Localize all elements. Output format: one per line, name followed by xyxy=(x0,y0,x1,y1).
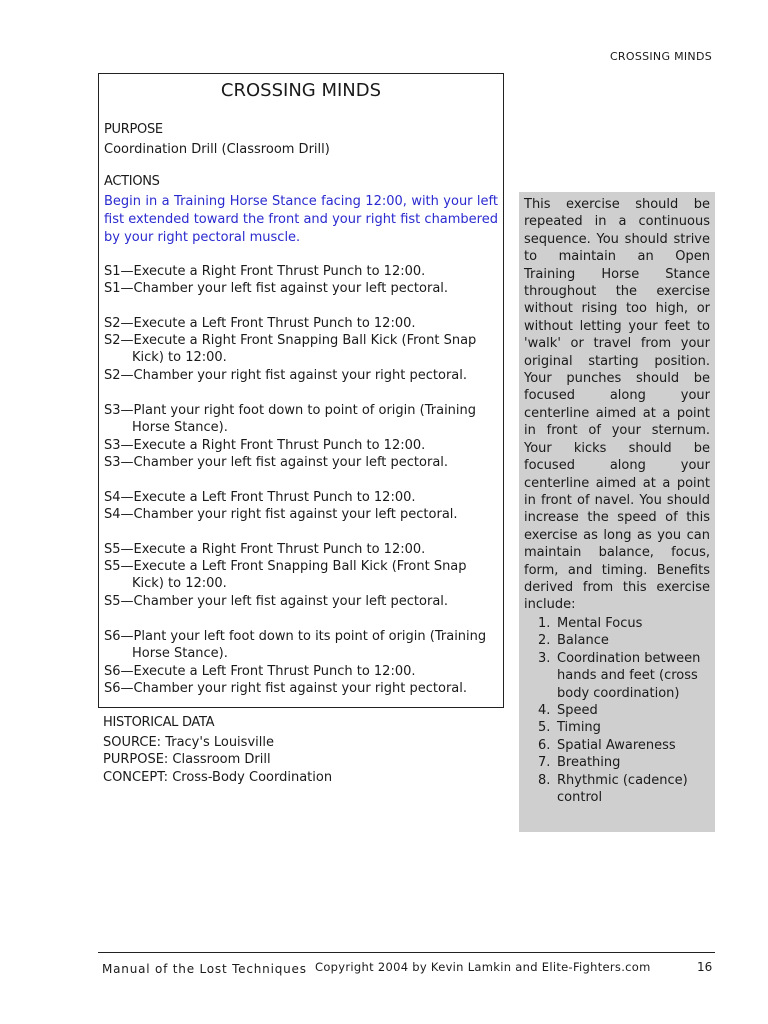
step-line xyxy=(104,506,498,523)
historical-concept: CONCEPT: Cross-Body Coordination xyxy=(103,770,333,785)
item-number: 1. xyxy=(538,616,551,631)
step-line xyxy=(104,263,498,280)
list-item xyxy=(524,737,710,754)
item-label: Speed xyxy=(557,703,598,719)
step-prefix: S5— xyxy=(104,542,134,557)
step-prefix: S3— xyxy=(104,438,134,453)
benefits-list xyxy=(524,615,710,806)
step-prefix: S2— xyxy=(104,316,134,331)
step-prefix: S2— xyxy=(104,368,134,383)
item-label: Balance xyxy=(557,633,609,649)
running-header: CROSSING MINDS xyxy=(609,50,712,63)
step-prefix: S4— xyxy=(104,490,134,505)
item-label: Breathing xyxy=(557,755,621,771)
historical-source: SOURCE: Tracy's Louisville xyxy=(103,735,274,750)
step-prefix: S6— xyxy=(104,664,134,679)
step-line xyxy=(104,663,498,680)
step-prefix: S4— xyxy=(104,507,134,522)
step-line xyxy=(104,454,498,471)
item-label: Spatial Awareness xyxy=(557,737,676,753)
step-text: Chamber your left fist against your left pectoral. xyxy=(133,281,449,296)
page-number: 16 xyxy=(697,960,713,974)
step-prefix: S3— xyxy=(104,403,134,418)
item-number: 4. xyxy=(538,703,551,719)
list-item xyxy=(524,615,710,632)
item-label: Timing xyxy=(557,720,601,736)
step-continuation: Kick) to 12:00. xyxy=(132,350,227,365)
footer-copyright: Copyright 2004 by Kevin Lamkin and Elite-Fighters.com xyxy=(315,960,651,974)
step-line xyxy=(104,402,498,436)
list-item xyxy=(524,772,710,807)
step-line xyxy=(104,437,498,454)
historical-data-label: HISTORICAL DATA xyxy=(103,715,215,730)
step-text: Chamber your right fist against your right pectoral. xyxy=(133,681,468,696)
step-text: Plant your left foot down to its point of origin (Training xyxy=(133,629,487,644)
footer-divider xyxy=(98,952,715,953)
item-label: Mental Focus xyxy=(557,616,643,631)
step-line xyxy=(104,315,498,332)
item-label: Rhythmic (cadence) control xyxy=(557,772,688,806)
step-line xyxy=(104,628,498,662)
notes-sidebar xyxy=(519,192,715,832)
step-prefix: S5— xyxy=(104,594,134,609)
step-line xyxy=(104,680,498,697)
purpose-text: Coordination Drill (Classroom Drill) xyxy=(104,142,330,157)
item-number: 5. xyxy=(538,720,551,736)
step-prefix: S6— xyxy=(104,681,134,696)
step-continuation: Horse Stance). xyxy=(132,646,228,661)
actions-intro: Begin in a Training Horse Stance facing 12:00, with your left fist extended toward the front and your right fist chambered by your right pectoral muscle. xyxy=(104,194,498,245)
step-line xyxy=(104,332,498,366)
drill-box xyxy=(98,73,504,708)
list-item xyxy=(524,719,710,736)
purpose-label: PURPOSE xyxy=(104,122,163,137)
list-item xyxy=(524,702,710,719)
actions-label: ACTIONS xyxy=(104,174,160,189)
step-prefix: S1— xyxy=(104,281,134,296)
item-label: Coordination between hands and feet (cross body coordination) xyxy=(557,650,701,701)
step-text: Execute a Left Front Snapping Ball Kick (Front Snap xyxy=(133,559,467,574)
step-line xyxy=(104,541,498,558)
step-prefix: S6— xyxy=(104,629,134,644)
step-continuation: Horse Stance). xyxy=(132,420,228,435)
step-text: Chamber your right fist against your left pectoral. xyxy=(133,507,458,522)
step-text: Plant your right foot down to point of origin (Training xyxy=(133,403,477,418)
footer-book-title: Manual of the Lost Techniques xyxy=(102,962,307,976)
step-text: Chamber your right fist against your right pectoral. xyxy=(133,368,468,383)
step-text: Execute a Left Front Thrust Punch to 12:00. xyxy=(133,316,416,331)
step-text: Execute a Right Front Snapping Ball Kick (Front Snap xyxy=(133,333,477,348)
step-text: Execute a Right Front Thrust Punch to 12:00. xyxy=(133,438,426,453)
list-item xyxy=(524,754,710,771)
step-line xyxy=(104,558,498,592)
sidebar-text: This exercise should be repeated in a continuous sequence. You should strive to maintain an Open Training Horse Stance throughout the exercise without rising too high, or without letting your feet to 'walk' or travel from your original starting position. Your punches should be focused along your centerline aimed at a point in front of your sternum. Your kicks should be focused along your centerline aimed at a point in front of navel. You should increase the speed of this exercise as long as you can maintain balance, focus, form, and timing. Benefits derived from this exercise include: xyxy=(524,197,710,613)
step-text: Execute a Left Front Thrust Punch to 12:00. xyxy=(133,664,416,679)
step-line xyxy=(104,280,498,297)
step-text: Chamber your left fist against your left pectoral. xyxy=(133,455,449,470)
step-text: Execute a Right Front Thrust Punch to 12:00. xyxy=(133,264,426,279)
step-text: Chamber your left fist against your left pectoral. xyxy=(133,594,449,609)
item-number: 3. xyxy=(538,650,551,666)
step-text: Execute a Left Front Thrust Punch to 12:00. xyxy=(133,490,416,505)
item-number: 2. xyxy=(538,633,551,649)
item-number: 8. xyxy=(538,772,551,788)
list-item xyxy=(524,632,710,649)
step-line xyxy=(104,489,498,506)
item-number: 7. xyxy=(538,755,551,771)
step-prefix: S1— xyxy=(104,264,134,279)
step-text: Execute a Right Front Thrust Punch to 12:00. xyxy=(133,542,426,557)
step-prefix: S2— xyxy=(104,333,134,348)
drill-title: CROSSING MINDS xyxy=(220,80,382,101)
list-item xyxy=(524,650,710,702)
step-prefix: S5— xyxy=(104,559,134,574)
item-number: 6. xyxy=(538,737,551,753)
step-continuation: Kick) to 12:00. xyxy=(132,576,227,591)
step-line xyxy=(104,367,498,384)
step-line xyxy=(104,593,498,610)
step-prefix: S3— xyxy=(104,455,134,470)
historical-purpose: PURPOSE: Classroom Drill xyxy=(103,752,271,767)
